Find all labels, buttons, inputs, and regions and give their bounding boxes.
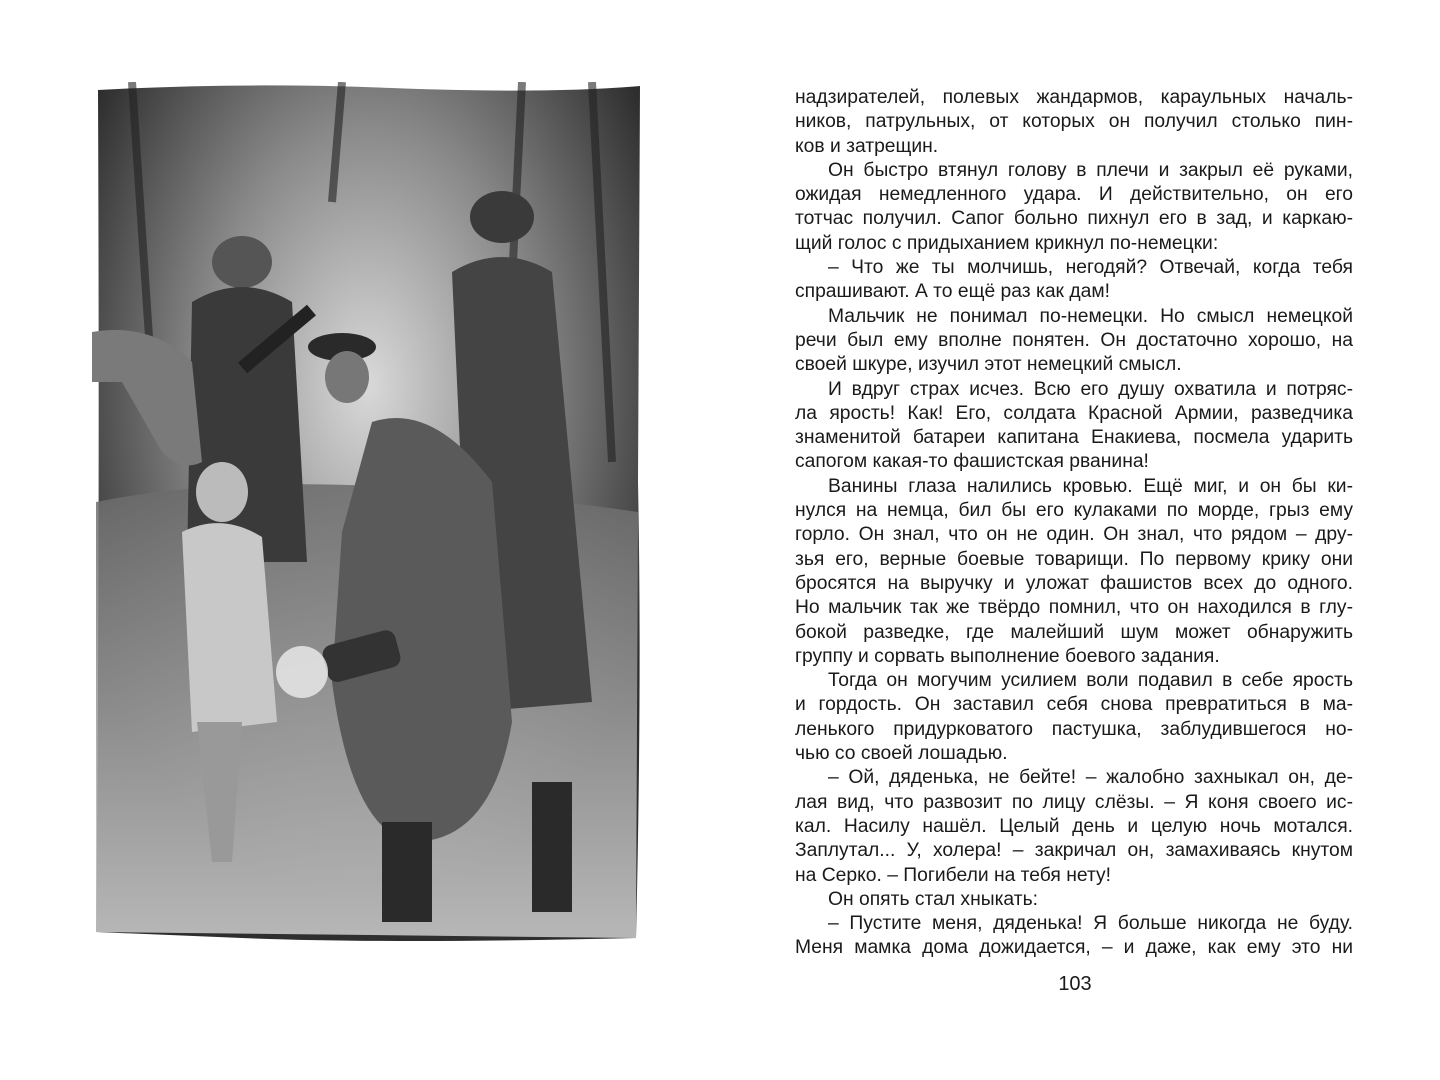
text-line: зья его, верные боевые товарищи. По первому крику они [795, 548, 1353, 570]
text-line: спрашивают. А то ещё раз как дам! [795, 281, 1110, 303]
text-line: речи был ему вполне понятен. Он достаточно хорошо, на [795, 329, 1353, 351]
text-line: ожидая немедленного удара. И действительно, он его [795, 184, 1353, 206]
text-line: бокой разведке, где малейший шум может обнаружить [795, 621, 1353, 643]
paragraph [795, 256, 1353, 305]
paragraph [795, 669, 1353, 766]
text-line: – Ой, дяденька, не бейте! – жалобно захныкал он, де- [828, 767, 1353, 789]
text-line: Он быстро втянул голову в плечи и закрыл её руками, [828, 159, 1353, 181]
paragraph [795, 159, 1353, 256]
text-line: своей шкуре, изучил этот немецкий смысл. [795, 354, 1182, 376]
text-line: Он опять стал хныкать: [828, 888, 1038, 910]
paragraph [795, 912, 1353, 961]
paragraph [795, 888, 1353, 912]
text-line: тотчас получил. Сапог больно пихнул его в зад, и каркаю- [795, 208, 1353, 230]
text-line: бросятся на выручку и уложат фашистов всех до одного. [795, 572, 1353, 594]
text-line: ла ярость! Как! Его, солдата Красной Армии, разведчика [795, 402, 1353, 424]
text-line: Мальчик не понимал по-немецки. Но смысл немецкой [828, 305, 1353, 327]
text-line: И вдруг страх исчез. Всю его душу охватила и потряс- [828, 378, 1353, 400]
text-line: горло. Он знал, что он не один. Он знал, что рядом – дру- [795, 524, 1353, 546]
body-text [795, 86, 1353, 961]
text-line: ленького придурковатого пастушка, заблудившегося но- [795, 718, 1353, 740]
text-line: лая вид, что развозит по лицу слёзы. – Я коня своего ис- [795, 791, 1353, 813]
text-line: знаменитой батареи капитана Енакиева, посмела ударить [795, 427, 1353, 449]
paragraph [795, 86, 1353, 159]
paragraph [795, 475, 1353, 669]
text-line: – Пустите меня, дяденька! Я больше никогда не буду. [828, 913, 1353, 935]
text-line: нулся на немца, бил бы его кулаками по морде, грыз ему [795, 500, 1353, 522]
text-line: Ванины глаза налились кровью. Ещё миг, и он бы ки- [828, 475, 1353, 497]
text-line: ков и затрещин. [795, 135, 939, 157]
text-line: – Что же ты молчишь, негодяй? Отвечай, когда тебя [828, 257, 1353, 279]
paragraph [795, 766, 1353, 887]
text-line: щий голос с придыханием крикнул по-немецки: [795, 232, 1219, 254]
paragraph [795, 305, 1353, 378]
text-line: Меня мамка дома дожидается, – и даже, как ему это ни [795, 937, 1353, 959]
text-line: чью со своей лошадью. [795, 743, 1008, 765]
text-line: сапогом какая-то фашистская рванина! [795, 451, 1149, 473]
page-number: 103 [1058, 973, 1092, 995]
text-line: ников, патрульных, от которых он получил столько пин- [795, 111, 1353, 133]
text-line: Но мальчик так же твёрдо помнил, что он находился в глу- [795, 597, 1353, 619]
text-line: Заплутал... У, холера! – закричал он, замахиваясь кнутом [795, 840, 1353, 862]
illustration-soldiers-and-boy [92, 82, 644, 944]
text-line: Тогда он могучим усилием воли подавил в себе ярость [828, 670, 1353, 692]
text-line: кал. Насилу нашёл. Целый день и целую ночь мотался. [795, 815, 1353, 837]
paragraph [795, 378, 1353, 475]
text-line: группу и сорвать выполнение боевого задания. [795, 645, 1220, 667]
text-line: на Серко. – Погибели на тебя нету! [795, 864, 1111, 886]
text-line: надзирателей, полевых жандармов, караульных началь- [795, 87, 1353, 108]
text-line: и гордость. Он заставил себя снова превратиться в ма- [795, 694, 1353, 716]
